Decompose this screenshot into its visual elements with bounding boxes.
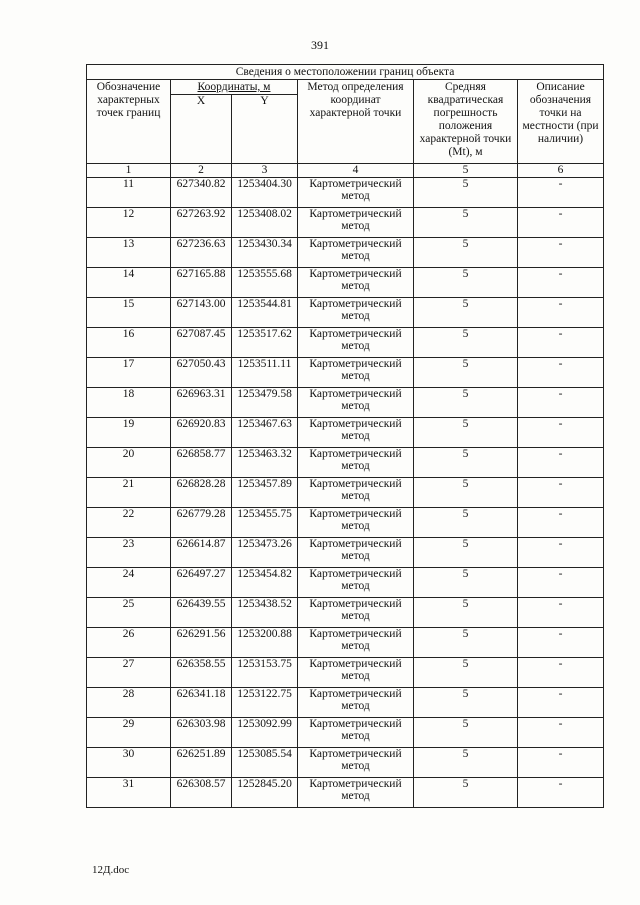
y-coordinate-cell: 1253200.88 — [232, 628, 298, 658]
x-coordinate-cell: 627050.43 — [171, 358, 232, 388]
description-cell: - — [518, 448, 604, 478]
accuracy-cell: 5 — [414, 688, 518, 718]
table-row — [87, 178, 604, 208]
x-coordinate-cell: 626341.18 — [171, 688, 232, 718]
table-row — [87, 688, 604, 718]
x-coordinate-cell: 627236.63 — [171, 238, 232, 268]
point-number-cell: 12 — [87, 208, 171, 238]
x-coordinate-cell: 627263.92 — [171, 208, 232, 238]
x-coordinate-cell: 626439.55 — [171, 598, 232, 628]
table-row — [87, 298, 604, 328]
column-number: 5 — [414, 164, 518, 178]
accuracy-cell: 5 — [414, 568, 518, 598]
description-cell: - — [518, 268, 604, 298]
column-number: 3 — [232, 164, 298, 178]
accuracy-cell: 5 — [414, 388, 518, 418]
x-coordinate-cell: 626303.98 — [171, 718, 232, 748]
y-coordinate-cell: 1253085.54 — [232, 748, 298, 778]
accuracy-cell: 5 — [414, 538, 518, 568]
y-coordinate-cell: 1252845.20 — [232, 778, 298, 808]
table-row — [87, 628, 604, 658]
method-cell: Картометрический метод — [298, 388, 414, 418]
footer-filename: 12Д.doc — [92, 864, 130, 876]
table-caption: Сведения о местоположении границ объекта — [87, 65, 604, 80]
accuracy-cell: 5 — [414, 298, 518, 328]
y-coordinate-cell: 1253408.02 — [232, 208, 298, 238]
page-number: 391 — [311, 38, 329, 52]
method-cell: Картометрический метод — [298, 628, 414, 658]
x-coordinate-cell: 627087.45 — [171, 328, 232, 358]
description-cell: - — [518, 328, 604, 358]
accuracy-cell: 5 — [414, 208, 518, 238]
point-number-cell: 11 — [87, 178, 171, 208]
accuracy-cell: 5 — [414, 598, 518, 628]
description-cell: - — [518, 718, 604, 748]
y-coordinate-cell: 1253122.75 — [232, 688, 298, 718]
table-row — [87, 238, 604, 268]
boundary-coordinates-table — [86, 64, 604, 808]
description-cell: - — [518, 598, 604, 628]
method-cell: Картометрический метод — [298, 268, 414, 298]
point-number-cell: 21 — [87, 478, 171, 508]
accuracy-cell: 5 — [414, 268, 518, 298]
column-number: 2 — [171, 164, 232, 178]
header-coordinates: Координаты, м — [171, 80, 298, 95]
accuracy-cell: 5 — [414, 238, 518, 268]
x-coordinate-cell: 626828.28 — [171, 478, 232, 508]
x-coordinate-cell: 626920.83 — [171, 418, 232, 448]
method-cell: Картометрический метод — [298, 568, 414, 598]
accuracy-cell: 5 — [414, 628, 518, 658]
y-coordinate-cell: 1253517.62 — [232, 328, 298, 358]
table-row — [87, 418, 604, 448]
method-cell: Картометрический метод — [298, 358, 414, 388]
table-row — [87, 208, 604, 238]
point-number-cell: 30 — [87, 748, 171, 778]
description-cell: - — [518, 178, 604, 208]
description-cell: - — [518, 778, 604, 808]
header-accuracy: Средняя квадратическая погрешность положения характерной точки (Mt), м — [414, 80, 518, 164]
x-coordinate-cell: 626963.31 — [171, 388, 232, 418]
x-coordinate-cell: 627143.00 — [171, 298, 232, 328]
point-number-cell: 28 — [87, 688, 171, 718]
accuracy-cell: 5 — [414, 478, 518, 508]
accuracy-cell: 5 — [414, 778, 518, 808]
table-row — [87, 778, 604, 808]
description-cell: - — [518, 478, 604, 508]
point-number-cell: 13 — [87, 238, 171, 268]
accuracy-cell: 5 — [414, 358, 518, 388]
point-number-cell: 25 — [87, 598, 171, 628]
method-cell: Картометрический метод — [298, 598, 414, 628]
description-cell: - — [518, 748, 604, 778]
method-cell: Картометрический метод — [298, 238, 414, 268]
y-coordinate-cell: 1253463.32 — [232, 448, 298, 478]
header-point-designation: Обозначение характерных точек границ — [87, 80, 171, 164]
method-cell: Картометрический метод — [298, 778, 414, 808]
y-coordinate-cell: 1253511.11 — [232, 358, 298, 388]
accuracy-cell: 5 — [414, 448, 518, 478]
description-cell: - — [518, 508, 604, 538]
accuracy-cell: 5 — [414, 328, 518, 358]
y-coordinate-cell: 1253467.63 — [232, 418, 298, 448]
point-number-cell: 16 — [87, 328, 171, 358]
x-coordinate-cell: 626858.77 — [171, 448, 232, 478]
table-row — [87, 538, 604, 568]
y-coordinate-cell: 1253479.58 — [232, 388, 298, 418]
point-number-cell: 31 — [87, 778, 171, 808]
column-number: 4 — [298, 164, 414, 178]
y-coordinate-cell: 1253438.52 — [232, 598, 298, 628]
table-row — [87, 718, 604, 748]
description-cell: - — [518, 358, 604, 388]
description-cell: - — [518, 298, 604, 328]
header-y: Y — [232, 95, 298, 164]
point-number-cell: 29 — [87, 718, 171, 748]
description-cell: - — [518, 688, 604, 718]
y-coordinate-cell: 1253430.34 — [232, 238, 298, 268]
table-row — [87, 328, 604, 358]
method-cell: Картометрический метод — [298, 718, 414, 748]
point-number-cell: 18 — [87, 388, 171, 418]
table-row — [87, 478, 604, 508]
description-cell: - — [518, 238, 604, 268]
method-cell: Картометрический метод — [298, 298, 414, 328]
description-cell: - — [518, 208, 604, 238]
point-number-cell: 26 — [87, 628, 171, 658]
description-cell: - — [518, 628, 604, 658]
x-coordinate-cell: 626291.56 — [171, 628, 232, 658]
point-number-cell: 15 — [87, 298, 171, 328]
table-row — [87, 388, 604, 418]
header-description: Описание обозначения точки на местности (при наличии) — [518, 80, 604, 164]
point-number-cell: 23 — [87, 538, 171, 568]
table-row — [87, 508, 604, 538]
point-number-cell: 24 — [87, 568, 171, 598]
x-coordinate-cell: 627340.82 — [171, 178, 232, 208]
y-coordinate-cell: 1253555.68 — [232, 268, 298, 298]
x-coordinate-cell: 626497.27 — [171, 568, 232, 598]
y-coordinate-cell: 1253404.30 — [232, 178, 298, 208]
method-cell: Картометрический метод — [298, 418, 414, 448]
table-row — [87, 268, 604, 298]
method-cell: Картометрический метод — [298, 688, 414, 718]
description-cell: - — [518, 418, 604, 448]
table-row — [87, 748, 604, 778]
method-cell: Картометрический метод — [298, 448, 414, 478]
table-body — [87, 178, 604, 808]
table-row — [87, 598, 604, 628]
table-row — [87, 448, 604, 478]
x-coordinate-cell: 626251.89 — [171, 748, 232, 778]
method-cell: Картометрический метод — [298, 178, 414, 208]
y-coordinate-cell: 1253153.75 — [232, 658, 298, 688]
description-cell: - — [518, 568, 604, 598]
point-number-cell: 20 — [87, 448, 171, 478]
accuracy-cell: 5 — [414, 178, 518, 208]
method-cell: Картометрический метод — [298, 658, 414, 688]
y-coordinate-cell: 1253455.75 — [232, 508, 298, 538]
y-coordinate-cell: 1253457.89 — [232, 478, 298, 508]
x-coordinate-cell: 626779.28 — [171, 508, 232, 538]
y-coordinate-cell: 1253454.82 — [232, 568, 298, 598]
x-coordinate-cell: 627165.88 — [171, 268, 232, 298]
column-number: 1 — [87, 164, 171, 178]
accuracy-cell: 5 — [414, 658, 518, 688]
point-number-cell: 14 — [87, 268, 171, 298]
header-x: X — [171, 95, 232, 164]
method-cell: Картометрический метод — [298, 748, 414, 778]
method-cell: Картометрический метод — [298, 328, 414, 358]
x-coordinate-cell: 626614.87 — [171, 538, 232, 568]
table-row — [87, 658, 604, 688]
description-cell: - — [518, 388, 604, 418]
accuracy-cell: 5 — [414, 508, 518, 538]
method-cell: Картометрический метод — [298, 508, 414, 538]
description-cell: - — [518, 658, 604, 688]
accuracy-cell: 5 — [414, 718, 518, 748]
accuracy-cell: 5 — [414, 748, 518, 778]
method-cell: Картометрический метод — [298, 538, 414, 568]
method-cell: Картометрический метод — [298, 478, 414, 508]
point-number-cell: 17 — [87, 358, 171, 388]
x-coordinate-cell: 626358.55 — [171, 658, 232, 688]
table-row — [87, 358, 604, 388]
point-number-cell: 22 — [87, 508, 171, 538]
point-number-cell: 19 — [87, 418, 171, 448]
description-cell: - — [518, 538, 604, 568]
x-coordinate-cell: 626308.57 — [171, 778, 232, 808]
point-number-cell: 27 — [87, 658, 171, 688]
y-coordinate-cell: 1253092.99 — [232, 718, 298, 748]
header-method: Метод определения координат характерной точки — [298, 80, 414, 164]
method-cell: Картометрический метод — [298, 208, 414, 238]
column-number-row — [87, 164, 604, 178]
y-coordinate-cell: 1253544.81 — [232, 298, 298, 328]
table-row — [87, 568, 604, 598]
y-coordinate-cell: 1253473.26 — [232, 538, 298, 568]
accuracy-cell: 5 — [414, 418, 518, 448]
column-number: 6 — [518, 164, 604, 178]
